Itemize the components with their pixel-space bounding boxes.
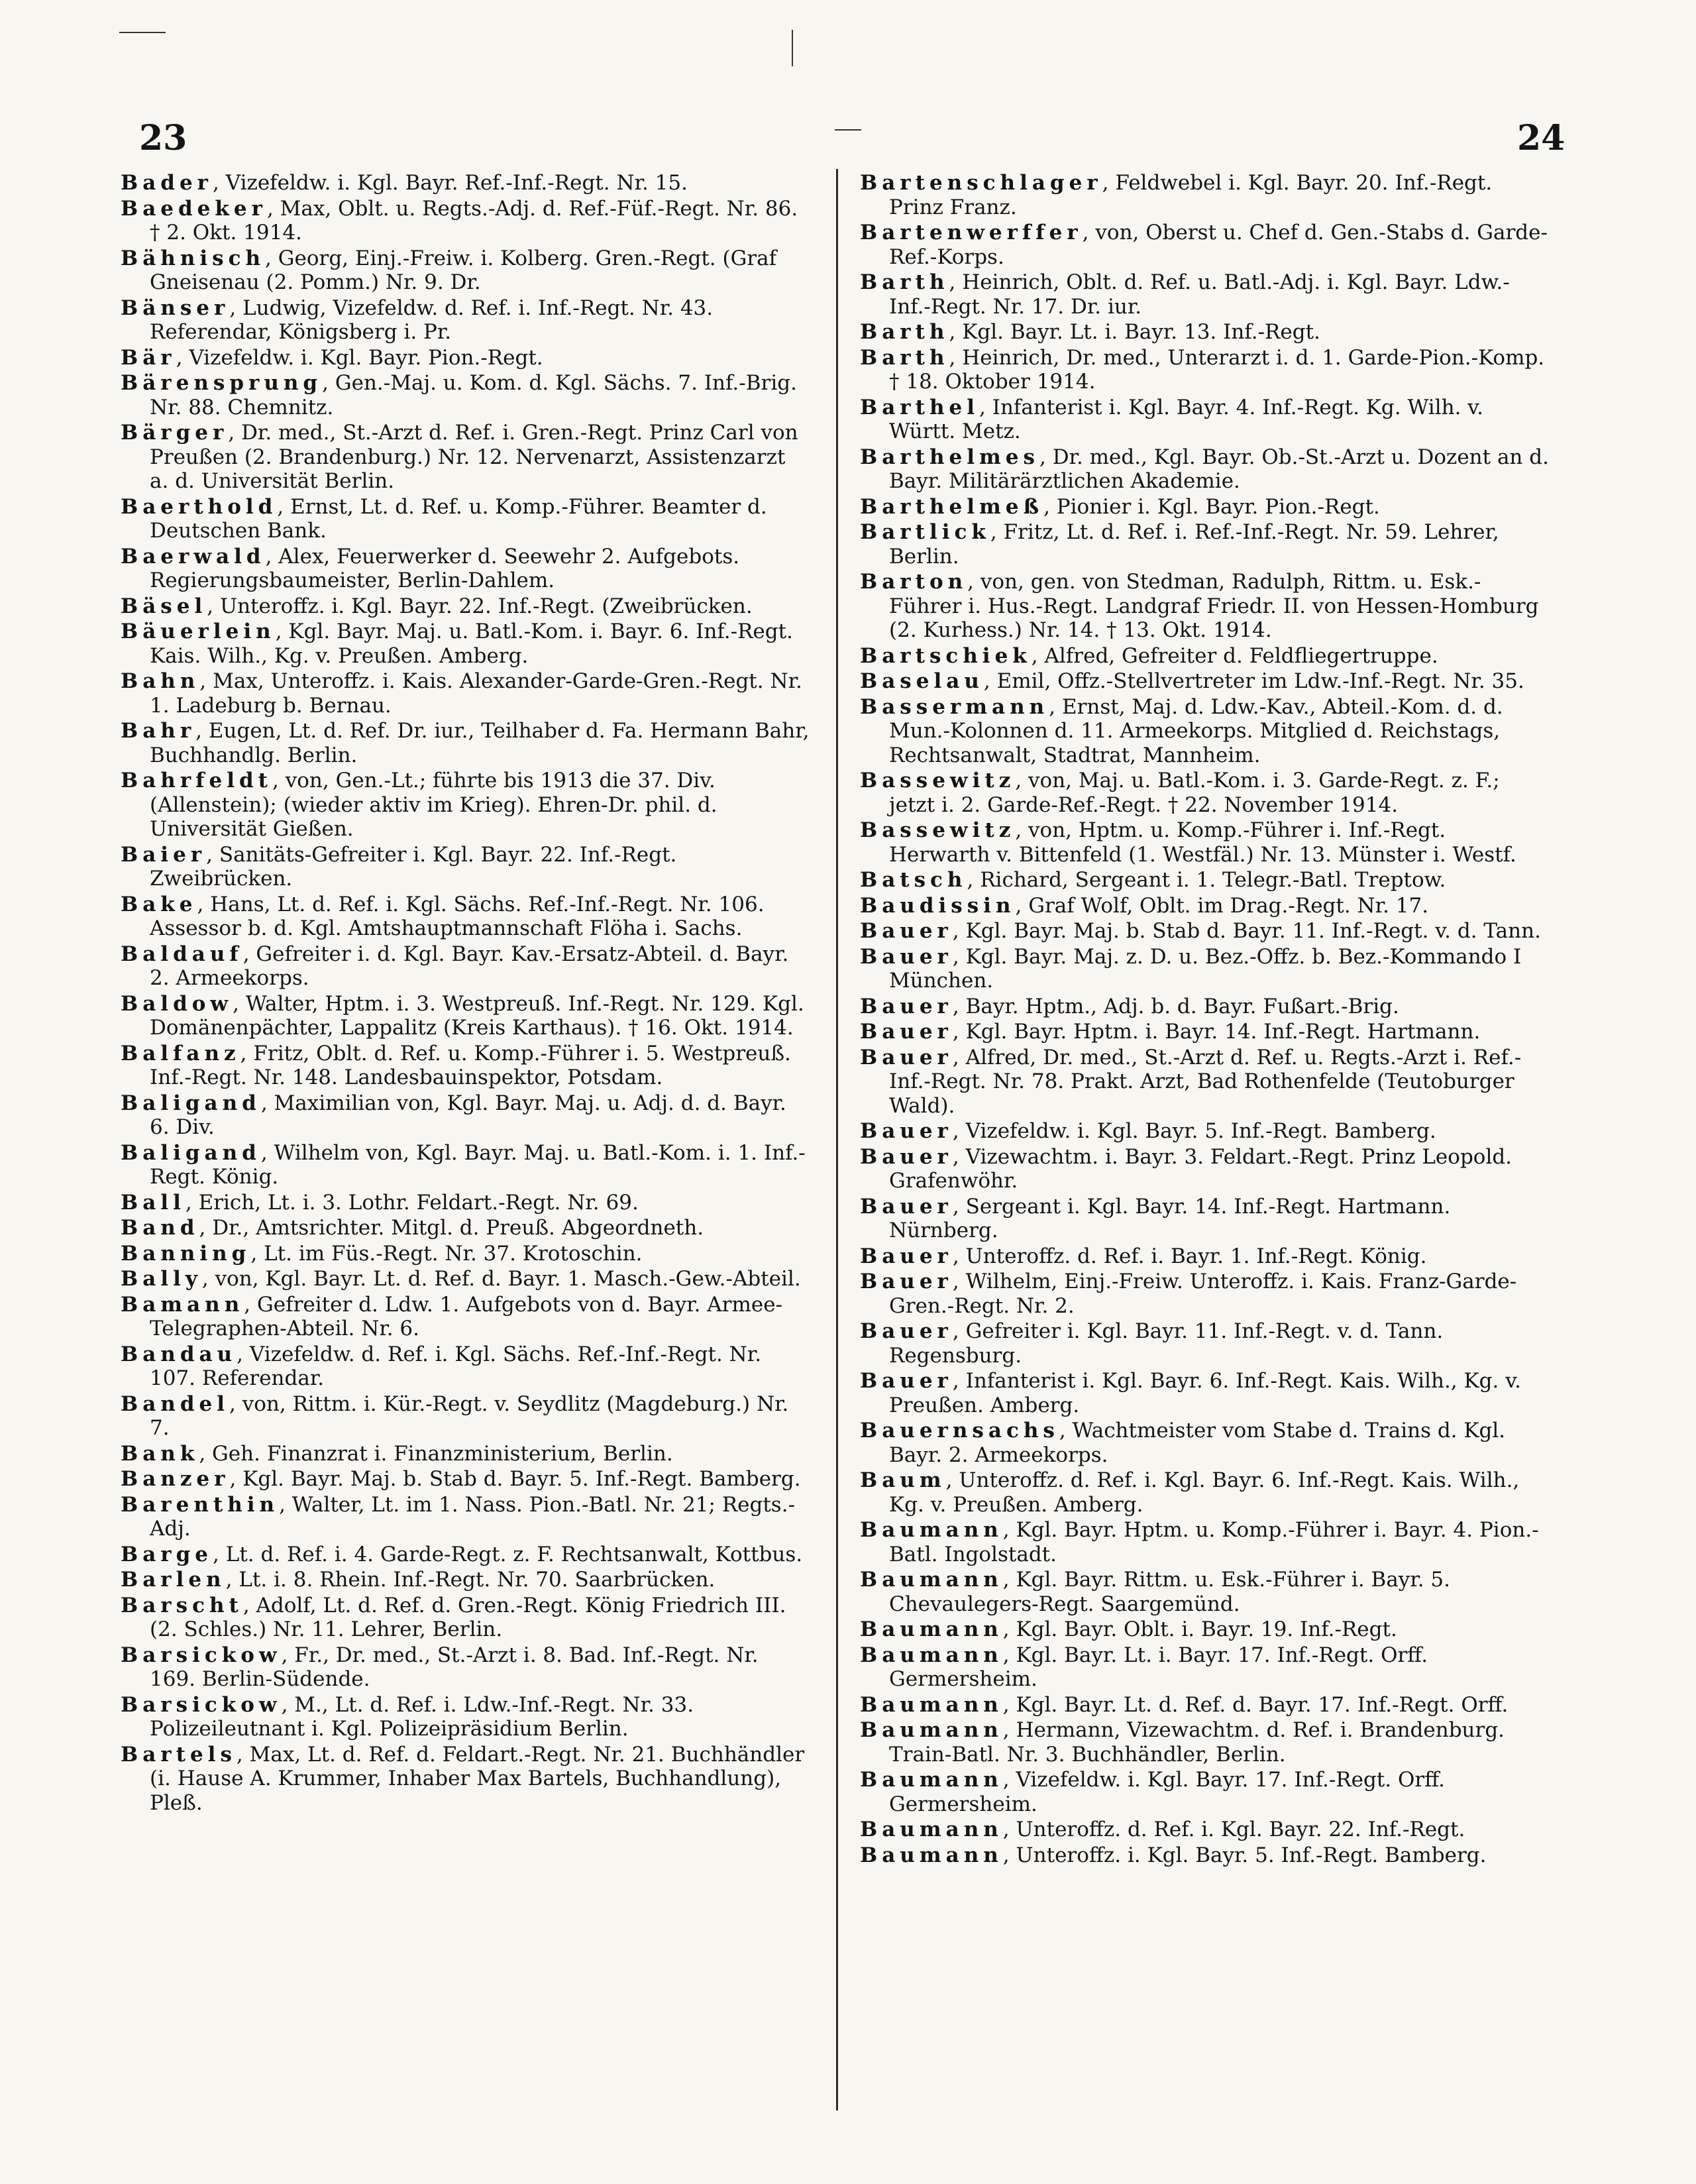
directory-entry: Barsickow, M., Lt. d. Ref. i. Ldw.-Inf.-Regt. Nr. 33. Polizeileutnant i. Kgl. Polizeipräsidium Berlin. bbox=[121, 1692, 694, 1741]
entry-details: Georg, Einj.-Freiw. i. Kolberg. Gren.-Regt. (Graf Gneisenau (2. Pomm.) Nr. 9. Dr. bbox=[150, 246, 777, 294]
entry-surname: Baudissin bbox=[860, 893, 1016, 918]
entry-surname: Baerthold bbox=[121, 494, 278, 519]
entry-surname: Band bbox=[121, 1216, 199, 1240]
entry-surname: Bäsel bbox=[121, 594, 207, 618]
right-column bbox=[860, 171, 1549, 1869]
entry-surname: Bauer bbox=[860, 944, 953, 969]
entry-surname: Bär bbox=[121, 345, 176, 370]
entry-surname: Bahr bbox=[121, 719, 196, 743]
entry-details: von, Hptm. u. Komp.-Führer i. Inf.-Regt. Herwarth v. Bittenfeld (1. Westfäl.) Nr. 13. Münster i. Westf. bbox=[889, 818, 1516, 867]
directory-entry: Baumann, Kgl. Bayr. Rittm. u. Esk.-Führer i. Bayr. 5. Chevaulegers-Regt. Saargemünd. bbox=[860, 1568, 1451, 1616]
directory-entry: Bartschiek, Alfred, Gefreiter d. Feldfliegertruppe. bbox=[860, 643, 1438, 668]
entry-details: Kgl. Bayr. Maj. u. Batl.-Kom. i. Bayr. 6. Inf.-Regt. Kais. Wilh., Kg. v. Preußen. Amberg. bbox=[150, 620, 793, 668]
entry-surname: Barthelmeß bbox=[860, 494, 1044, 519]
entry-details: Pionier i. Kgl. Bayr. Pion.-Regt. bbox=[1056, 494, 1380, 519]
page-number-left: 23 bbox=[139, 118, 187, 158]
entry-details: Fritz, Oblt. d. Ref. u. Komp.-Führer i. 5. Westpreuß. Inf.-Regt. Nr. 148. Landesbauinspektor, Potsdam. bbox=[150, 1041, 791, 1089]
entry-surname: Barge bbox=[121, 1542, 213, 1566]
entry-surname: Barthelmes bbox=[860, 445, 1039, 469]
entry-details: Alfred, Gefreiter d. Feldfliegertruppe. bbox=[1044, 643, 1438, 668]
directory-entry: Bauer, Alfred, Dr. med., St.-Arzt d. Ref. u. Regts.-Arzt i. Ref.-Inf.-Regt. Nr. 78. Prakt. Arzt, Bad Rothenfelde (Teutoburger Wald). bbox=[860, 1045, 1522, 1118]
entry-surname: Baumann bbox=[860, 1518, 1003, 1542]
directory-entry: Bauer, Infanterist i. Kgl. Bayr. 6. Inf.-Regt. Kais. Wilh., Kg. v. Preußen. Amberg. bbox=[860, 1369, 1521, 1417]
entry-surname: Bauer bbox=[860, 994, 953, 1018]
directory-entry: Bartenschlager, Feldwebel i. Kgl. Bayr. 20. Inf.-Regt. Prinz Franz. bbox=[860, 171, 1493, 219]
entry-surname: Barth bbox=[860, 270, 949, 294]
entry-surname: Bauer bbox=[860, 1144, 953, 1169]
entry-details: Kgl. Bayr. Oblt. i. Bayr. 19. Inf.-Regt. bbox=[1016, 1617, 1397, 1641]
directory-entry: Banzer, Kgl. Bayr. Maj. b. Stab d. Bayr. 5. Inf.-Regt. Bamberg. bbox=[121, 1467, 801, 1491]
entry-details: Emil, Offz.-Stellvertreter im Ldw.-Inf.-Regt. Nr. 35. bbox=[996, 669, 1524, 693]
entry-surname: Bake bbox=[121, 892, 197, 916]
entry-surname: Barsickow bbox=[121, 1643, 282, 1667]
directory-entry: Bauer, Kgl. Bayr. Hptm. i. Bayr. 14. Inf.-Regt. Hartmann. bbox=[860, 1020, 1481, 1044]
entry-surname: Baumann bbox=[860, 1768, 1003, 1792]
entry-surname: Balfanz bbox=[121, 1041, 240, 1065]
entry-surname: Bauernsachs bbox=[860, 1419, 1059, 1443]
directory-entry: Bauer, Vizewachtm. i. Bayr. 3. Feldart.-Regt. Prinz Leopold. Grafenwöhr. bbox=[860, 1144, 1512, 1193]
directory-entry: Barth, Heinrich, Oblt. d. Ref. u. Batl.-Adj. i. Kgl. Bayr. Ldw.-Inf.-Regt. Nr. 17. Dr. iur. bbox=[860, 270, 1510, 319]
entry-details: Unteroffz. d. Ref. i. Kgl. Bayr. 22. Inf.-Regt. bbox=[1016, 1818, 1465, 1841]
entry-details: Richard, Sergeant i. 1. Telegr.-Batl. Treptow. bbox=[980, 868, 1446, 892]
entry-surname: Barth bbox=[860, 345, 949, 370]
entry-details: Alfred, Dr. med., St.-Arzt d. Ref. u. Regts.-Arzt i. Ref.-Inf.-Regt. Nr. 78. Prakt. Arzt, Bad Rothenfelde (Teutoburger Wald). bbox=[889, 1045, 1522, 1118]
entry-details: M., Lt. d. Ref. i. Ldw.-Inf.-Regt. Nr. 33. Polizeileutnant i. Kgl. Polizeipräsidium Berlin. bbox=[150, 1692, 694, 1741]
directory-entry: Band, Dr., Amtsrichter. Mitgl. d. Preuß. Abgeordneth. bbox=[121, 1216, 704, 1240]
directory-entry: Barth, Kgl. Bayr. Lt. i. Bayr. 13. Inf.-Regt. bbox=[860, 320, 1320, 344]
entry-surname: Ball bbox=[121, 1190, 186, 1215]
entry-details: Kgl. Bayr. Lt. i. Bayr. 17. Inf.-Regt. Orff. Germersheim. bbox=[889, 1643, 1428, 1691]
entry-surname: Baumann bbox=[860, 1718, 1003, 1742]
entry-surname: Bauer bbox=[860, 1045, 953, 1069]
directory-entry: Bally, von, Kgl. Bayr. Lt. d. Ref. d. Bayr. 1. Masch.-Gew.-Abteil. bbox=[121, 1267, 801, 1291]
directory-entry: Bauer, Kgl. Bayr. Maj. b. Stab d. Bayr. 11. Inf.-Regt. v. d. Tann. bbox=[860, 919, 1541, 943]
directory-entry: Bandel, von, Rittm. i. Kür.-Regt. v. Seydlitz (Magdeburg.) Nr. 7. bbox=[121, 1392, 789, 1440]
directory-entry: Bahrfeldt, von, Gen.-Lt.; führte bis 1913 die 37. Div. (Allenstein); (wieder aktiv im Krieg). Ehren-Dr. phil. d. Universität Gießen. bbox=[121, 769, 717, 841]
entry-surname: Baier bbox=[121, 842, 207, 867]
entry-surname: Bassewitz bbox=[860, 769, 1016, 792]
entry-surname: Barscht bbox=[121, 1593, 243, 1617]
directory-entry: Balfanz, Fritz, Oblt. d. Ref. u. Komp.-Führer i. 5. Westpreuß. Inf.-Regt. Nr. 148. Landesbauinspektor, Potsdam. bbox=[121, 1041, 791, 1089]
entry-details: Alex, Feuerwerker d. Seewehr 2. Aufgebots. Regierungsbaumeister, Berlin-Dahlem. bbox=[150, 544, 740, 592]
entry-surname: Baselau bbox=[860, 669, 984, 693]
entry-surname: Bänser bbox=[121, 296, 230, 320]
entry-surname: Bähnisch bbox=[121, 246, 266, 270]
entry-surname: Barlen bbox=[121, 1568, 226, 1592]
directory-entry: Bauer, Bayr. Hptm., Adj. b. d. Bayr. Fußart.-Brig. bbox=[860, 994, 1399, 1018]
entry-details: Wilhelm, Einj.-Freiw. Unteroffz. i. Kais. Franz-Garde-Gren.-Regt. Nr. 2. bbox=[889, 1270, 1517, 1318]
entry-details: Hermann, Vizewachtm. d. Ref. i. Brandenburg. Train-Batl. Nr. 3. Buchhändler, Berlin. bbox=[889, 1718, 1505, 1767]
entry-details: Max, Lt. d. Ref. d. Feldart.-Regt. Nr. 21. Buchhändler (i. Hause A. Krummer, Inhaber Max Bartels, Buchhandlung), Pleß. bbox=[150, 1742, 805, 1815]
directory-entry: Bauer, Gefreiter i. Kgl. Bayr. 11. Inf.-Regt. v. d. Tann. Regensburg. bbox=[860, 1319, 1444, 1368]
directory-entry: Barscht, Adolf, Lt. d. Ref. d. Gren.-Regt. König Friedrich III. (2. Schles.) Nr. 11. Lehrer, Berlin. bbox=[121, 1593, 786, 1641]
directory-entry: Bauer, Kgl. Bayr. Maj. z. D. u. Bez.-Offz. b. Bez.-Kommando I München. bbox=[860, 944, 1522, 993]
directory-entry: Bahr, Eugen, Lt. d. Ref. Dr. iur., Teilhaber d. Fa. Hermann Bahr, Buchhandlg. Berlin. bbox=[121, 719, 810, 767]
entry-details: Ernst, Maj. d. Ldw.-Kav., Abteil.-Kom. d. d. Mun.-Kolonnen d. 11. Armeekorps. Mitglied d. Reichstags, Rechtsanwalt, Stadtrat, Mannheim. bbox=[889, 694, 1503, 767]
entry-surname: Baumann bbox=[860, 1843, 1003, 1867]
entry-details: Kgl. Bayr. Maj. z. D. u. Bez.-Offz. b. Bez.-Kommando I München. bbox=[889, 944, 1522, 993]
directory-entry: Bader, Vizefeldw. i. Kgl. Bayr. Ref.-Inf.-Regt. Nr. 15. bbox=[121, 171, 688, 195]
directory-entry: Bänser, Ludwig, Vizefeldw. d. Ref. i. Inf.-Regt. Nr. 43. Referendar, Königsberg i. Pr. bbox=[121, 296, 714, 344]
entry-surname: Bauer bbox=[860, 1119, 953, 1143]
entry-details: Graf Wolf, Oblt. im Drag.-Regt. Nr. 17. bbox=[1028, 893, 1429, 918]
entry-details: Wilhelm von, Kgl. Bayr. Maj. u. Batl.-Kom. i. 1. Inf.-Regt. König. bbox=[150, 1140, 806, 1189]
entry-details: von, Gen.-Lt.; führte bis 1913 die 37. Div. (Allenstein); (wieder aktiv im Krieg). Ehren-Dr. phil. d. Universität Gießen. bbox=[150, 769, 717, 841]
directory-entry: Baldauf, Gefreiter i. d. Kgl. Bayr. Kav.-Ersatz-Abteil. d. Bayr. 2. Armeekorps. bbox=[121, 942, 789, 990]
directory-entry: Bahn, Max, Unteroffz. i. Kais. Alexander-Garde-Gren.-Regt. Nr. 1. Ladeburg b. Bernau. bbox=[121, 669, 802, 718]
directory-entry: Bauer, Sergeant i. Kgl. Bayr. 14. Inf.-Regt. Hartmann. Nürnberg. bbox=[860, 1194, 1451, 1242]
scan-mark bbox=[835, 129, 861, 131]
entry-surname: Bassermann bbox=[860, 694, 1049, 719]
entry-surname: Bartschiek bbox=[860, 643, 1032, 668]
entry-details: Max, Unteroffz. i. Kais. Alexander-Garde-Gren.-Regt. Nr. 1. Ladeburg b. Bernau. bbox=[150, 669, 802, 718]
entry-surname: Barton bbox=[860, 570, 968, 594]
entry-details: Walter, Hptm. i. 3. Westpreuß. Inf.-Regt. Nr. 129. Kgl. Domänenpächter, Lappalitz (Kreis Karthaus). † 16. Okt. 1914. bbox=[150, 991, 804, 1040]
entry-surname: Bader bbox=[121, 171, 213, 195]
entry-surname: Baligand bbox=[121, 1140, 261, 1165]
directory-entry: Baier, Sanitäts-Gefreiter i. Kgl. Bayr. 22. Inf.-Regt. Zweibrücken. bbox=[121, 842, 677, 891]
entry-details: Sanitäts-Gefreiter i. Kgl. Bayr. 22. Inf.-Regt. Zweibrücken. bbox=[150, 842, 677, 891]
entry-surname: Baumann bbox=[860, 1818, 1003, 1841]
directory-entry: Bamann, Gefreiter d. Ldw. 1. Aufgebots von d. Bayr. Armee-Telegraphen-Abteil. Nr. 6. bbox=[121, 1292, 783, 1340]
directory-entry: Bartenwerffer, von, Oberst u. Chef d. Gen.-Stabs d. Garde-Ref.-Korps. bbox=[860, 221, 1548, 269]
directory-entry: Bartels, Max, Lt. d. Ref. d. Feldart.-Regt. Nr. 21. Buchhändler (i. Hause A. Krummer, Inhaber Max Bartels, Buchhandlung), Pleß. bbox=[121, 1742, 805, 1815]
directory-entry: Baldow, Walter, Hptm. i. 3. Westpreuß. Inf.-Regt. Nr. 129. Kgl. Domänenpächter, Lappalitz (Kreis Karthaus). † 16. Okt. 1914. bbox=[121, 991, 804, 1040]
entry-surname: Bauer bbox=[860, 1244, 953, 1268]
entry-surname: Baumann bbox=[860, 1568, 1003, 1592]
directory-entry: Bartlick, Fritz, Lt. d. Ref. i. Ref.-Inf.-Regt. Nr. 59. Lehrer, Berlin. bbox=[860, 520, 1499, 569]
entry-details: Vizefeldw. i. Kgl. Bayr. Pion.-Regt. bbox=[189, 345, 543, 370]
entry-details: Infanterist i. Kgl. Bayr. 4. Inf.-Regt. Kg. Wilh. v. Württ. Metz. bbox=[889, 395, 1483, 443]
entry-details: Gefreiter i. Kgl. Bayr. 11. Inf.-Regt. v. d. Tann. Regensburg. bbox=[889, 1319, 1444, 1368]
directory-entry: Bake, Hans, Lt. d. Ref. i. Kgl. Sächs. Ref.-Inf.-Regt. Nr. 106. Assessor b. d. Kgl. Amtshauptmannschaft Flöha i. Sachs. bbox=[121, 892, 765, 940]
column-divider bbox=[836, 169, 838, 2110]
entry-details: Wachtmeister vom Stabe d. Trains d. Kgl. Bayr. 2. Armeekorps. bbox=[889, 1419, 1506, 1467]
entry-surname: Baumann bbox=[860, 1617, 1003, 1641]
entry-details: Unteroffz. i. Kgl. Bayr. 22. Inf.-Regt. (Zweibrücken. bbox=[219, 594, 753, 618]
entry-details: von, gen. von Stedman, Radulph, Rittm. u. Esk.-Führer i. Hus.-Regt. Landgraf Friedr. II. von Hessen-Homburg (2. Kurhess.) Nr. 14. † 13. Okt. 1914. bbox=[889, 570, 1539, 642]
directory-entry: Barenthin, Walter, Lt. im 1. Nass. Pion.-Batl. Nr. 21; Regts.-Adj. bbox=[121, 1492, 796, 1541]
entry-details: Heinrich, Dr. med., Unterarzt i. d. 1. Garde-Pion.-Komp. † 18. Oktober 1914. bbox=[889, 345, 1545, 394]
entry-surname: Bank bbox=[121, 1441, 199, 1466]
directory-entry: Bauer, Vizefeldw. i. Kgl. Bayr. 5. Inf.-Regt. Bamberg. bbox=[860, 1119, 1436, 1143]
entry-surname: Bally bbox=[121, 1267, 202, 1291]
entry-surname: Bartlick bbox=[860, 520, 990, 544]
directory-entry: Barthel, Infanterist i. Kgl. Bayr. 4. Inf.-Regt. Kg. Wilh. v. Württ. Metz. bbox=[860, 395, 1483, 443]
entry-details: Kgl. Bayr. Hptm. u. Komp.-Führer i. Bayr. 4. Pion.-Batl. Ingolstadt. bbox=[889, 1518, 1539, 1566]
entry-surname: Bartenschlager bbox=[860, 171, 1102, 195]
left-column bbox=[121, 171, 810, 1816]
entry-details: Fr., Dr. med., St.-Arzt i. 8. Bad. Inf.-Regt. Nr. 169. Berlin-Südende. bbox=[150, 1643, 759, 1691]
entry-details: Unteroffz. d. Ref. i. Bayr. 1. Inf.-Regt. König. bbox=[965, 1244, 1427, 1268]
entry-surname: Barsickow bbox=[121, 1692, 282, 1717]
entry-surname: Bauer bbox=[860, 1020, 953, 1044]
directory-entry: Baselau, Emil, Offz.-Stellvertreter im Ldw.-Inf.-Regt. Nr. 35. bbox=[860, 669, 1524, 693]
directory-entry: Baumann, Vizefeldw. i. Kgl. Bayr. 17. Inf.-Regt. Orff. Germersheim. bbox=[860, 1768, 1446, 1816]
entry-surname: Banning bbox=[121, 1241, 251, 1266]
entry-surname: Bamann bbox=[121, 1292, 244, 1317]
directory-entry: Bähnisch, Georg, Einj.-Freiw. i. Kolberg. Gren.-Regt. (Graf Gneisenau (2. Pomm.) Nr. 9. Dr. bbox=[121, 246, 777, 294]
directory-entry: Barge, Lt. d. Ref. i. 4. Garde-Regt. z. F. Rechtsanwalt, Kottbus. bbox=[121, 1542, 803, 1566]
entry-details: Vizewachtm. i. Bayr. 3. Feldart.-Regt. Prinz Leopold. Grafenwöhr. bbox=[889, 1144, 1512, 1193]
entry-surname: Batsch bbox=[860, 868, 967, 892]
entry-surname: Bauer bbox=[860, 1270, 953, 1293]
directory-entry: Bank, Geh. Finanzrat i. Finanzministerium, Berlin. bbox=[121, 1441, 673, 1466]
directory-entry: Baligand, Wilhelm von, Kgl. Bayr. Maj. u. Batl.-Kom. i. 1. Inf.-Regt. König. bbox=[121, 1140, 806, 1189]
directory-entry: Baumann, Kgl. Bayr. Oblt. i. Bayr. 19. Inf.-Regt. bbox=[860, 1617, 1397, 1641]
scan-mark bbox=[792, 30, 793, 66]
entry-details: Unteroffz. i. Kgl. Bayr. 5. Inf.-Regt. Bamberg. bbox=[1016, 1843, 1487, 1867]
page-number-right: 24 bbox=[1517, 118, 1565, 158]
entry-details: Lt. d. Ref. i. 4. Garde-Regt. z. F. Rechtsanwalt, Kottbus. bbox=[225, 1542, 803, 1566]
directory-entry: Barthelmes, Dr. med., Kgl. Bayr. Ob.-St.-Arzt u. Dozent an d. Bayr. Militärärztlichen Akademie. bbox=[860, 445, 1549, 493]
directory-entry: Barthelmeß, Pionier i. Kgl. Bayr. Pion.-Regt. bbox=[860, 494, 1380, 519]
entry-details: Sergeant i. Kgl. Bayr. 14. Inf.-Regt. Hartmann. Nürnberg. bbox=[889, 1194, 1451, 1242]
entry-surname: Bäuerlein bbox=[121, 620, 276, 643]
entry-details: Feldwebel i. Kgl. Bayr. 20. Inf.-Regt. Prinz Franz. bbox=[889, 171, 1493, 219]
directory-entry: Baumann, Kgl. Bayr. Lt. d. Ref. d. Bayr. 17. Inf.-Regt. Orff. bbox=[860, 1692, 1509, 1717]
directory-entry: Baedeker, Max, Oblt. u. Regts.-Adj. d. Ref.-Füf.-Regt. Nr. 86. † 2. Okt. 1914. bbox=[121, 196, 798, 245]
entry-details: Vizefeldw. i. Kgl. Bayr. 17. Inf.-Regt. Orff. Germersheim. bbox=[889, 1768, 1446, 1816]
entry-surname: Bahrfeldt bbox=[121, 769, 272, 792]
directory-entry: Baerwald, Alex, Feuerwerker d. Seewehr 2. Aufgebots. Regierungsbaumeister, Berlin-Dahlem. bbox=[121, 544, 740, 592]
entry-surname: Bärensprung bbox=[121, 371, 323, 395]
entry-details: Adolf, Lt. d. Ref. d. Gren.-Regt. König Friedrich III. (2. Schles.) Nr. 11. Lehrer, Berlin. bbox=[150, 1593, 786, 1641]
directory-entry: Baumann, Hermann, Vizewachtm. d. Ref. i. Brandenburg. Train-Batl. Nr. 3. Buchhändler, Berlin. bbox=[860, 1718, 1505, 1767]
directory-entry: Baligand, Maximilian von, Kgl. Bayr. Maj. u. Adj. d. d. Bayr. 6. Div. bbox=[121, 1091, 786, 1139]
entry-surname: Bartels bbox=[121, 1742, 237, 1767]
entry-details: Bayr. Hptm., Adj. b. d. Bayr. Fußart.-Brig. bbox=[965, 994, 1399, 1018]
entry-surname: Baedeker bbox=[121, 196, 267, 221]
directory-entry: Baumann, Kgl. Bayr. Lt. i. Bayr. 17. Inf.-Regt. Orff. Germersheim. bbox=[860, 1643, 1428, 1691]
directory-entry: Baudissin, Graf Wolf, Oblt. im Drag.-Regt. Nr. 17. bbox=[860, 893, 1429, 918]
directory-entry: Barsickow, Fr., Dr. med., St.-Arzt i. 8. Bad. Inf.-Regt. Nr. 169. Berlin-Südende. bbox=[121, 1643, 759, 1691]
entry-details: Fritz, Lt. d. Ref. i. Ref.-Inf.-Regt. Nr. 59. Lehrer, Berlin. bbox=[889, 520, 1499, 569]
directory-entry: Bauernsachs, Wachtmeister vom Stabe d. Trains d. Kgl. Bayr. 2. Armeekorps. bbox=[860, 1419, 1506, 1467]
entry-details: von, Rittm. i. Kür.-Regt. v. Seydlitz (Magdeburg.) Nr. 7. bbox=[150, 1392, 789, 1440]
entry-details: Kgl. Bayr. Lt. i. Bayr. 13. Inf.-Regt. bbox=[962, 320, 1320, 344]
entry-details: Gen.-Maj. u. Kom. d. Kgl. Sächs. 7. Inf.-Brig. Nr. 88. Chemnitz. bbox=[150, 371, 797, 419]
entry-surname: Baldauf bbox=[121, 942, 243, 966]
entry-details: Vizefeldw. i. Kgl. Bayr. 5. Inf.-Regt. Bamberg. bbox=[965, 1119, 1436, 1143]
entry-surname: Bauer bbox=[860, 919, 953, 943]
entry-details: Kgl. Bayr. Rittm. u. Esk.-Führer i. Bayr. 5. Chevaulegers-Regt. Saargemünd. bbox=[889, 1568, 1451, 1616]
directory-entry: Batsch, Richard, Sergeant i. 1. Telegr.-Batl. Treptow. bbox=[860, 868, 1446, 892]
entry-details: Hans, Lt. d. Ref. i. Kgl. Sächs. Ref.-Inf.-Regt. Nr. 106. Assessor b. d. Kgl. Amtshauptmannschaft Flöha i. Sachs. bbox=[150, 892, 765, 940]
entry-surname: Bauer bbox=[860, 1319, 953, 1343]
directory-entry: Baumann, Kgl. Bayr. Hptm. u. Komp.-Führer i. Bayr. 4. Pion.-Batl. Ingolstadt. bbox=[860, 1518, 1539, 1566]
entry-surname: Barenthin bbox=[121, 1492, 280, 1517]
entry-surname: Bauer bbox=[860, 1369, 953, 1393]
directory-entry: Baumann, Unteroffz. d. Ref. i. Kgl. Bayr. 22. Inf.-Regt. bbox=[860, 1818, 1465, 1841]
directory-entry: Baerthold, Ernst, Lt. d. Ref. u. Komp.-Führer. Beamter d. Deutschen Bank. bbox=[121, 494, 767, 543]
entry-details: Kgl. Bayr. Hptm. i. Bayr. 14. Inf.-Regt. Hartmann. bbox=[965, 1020, 1481, 1044]
entry-details: Gefreiter d. Ldw. 1. Aufgebots von d. Bayr. Armee-Telegraphen-Abteil. Nr. 6. bbox=[150, 1292, 783, 1340]
directory-entry: Bäsel, Unteroffz. i. Kgl. Bayr. 22. Inf.-Regt. (Zweibrücken. bbox=[121, 594, 753, 618]
entry-surname: Baldow bbox=[121, 991, 233, 1016]
directory-entry: Bauer, Unteroffz. d. Ref. i. Bayr. 1. Inf.-Regt. König. bbox=[860, 1244, 1427, 1268]
entry-details: Kgl. Bayr. Maj. b. Stab d. Bayr. 11. Inf.-Regt. v. d. Tann. bbox=[965, 919, 1541, 943]
entry-details: Eugen, Lt. d. Ref. Dr. iur., Teilhaber d. Fa. Hermann Bahr, Buchhandlg. Berlin. bbox=[150, 719, 810, 767]
directory-entry: Bandau, Vizefeldw. d. Ref. i. Kgl. Sächs. Ref.-Inf.-Regt. Nr. 107. Referendar. bbox=[121, 1342, 762, 1390]
directory-entry: Baumann, Unteroffz. i. Kgl. Bayr. 5. Inf.-Regt. Bamberg. bbox=[860, 1843, 1487, 1867]
entry-surname: Bandau bbox=[121, 1342, 237, 1366]
entry-surname: Baumann bbox=[860, 1692, 1003, 1717]
scan-mark bbox=[119, 32, 166, 33]
entry-details: Infanterist i. Kgl. Bayr. 6. Inf.-Regt. Kais. Wilh., Kg. v. Preußen. Amberg. bbox=[889, 1369, 1521, 1417]
entry-details: Vizefeldw. d. Ref. i. Kgl. Sächs. Ref.-Inf.-Regt. Nr. 107. Referendar. bbox=[150, 1342, 762, 1390]
directory-entry: Bärensprung, Gen.-Maj. u. Kom. d. Kgl. Sächs. 7. Inf.-Brig. Nr. 88. Chemnitz. bbox=[121, 371, 797, 419]
directory-entry: Bäuerlein, Kgl. Bayr. Maj. u. Batl.-Kom. i. Bayr. 6. Inf.-Regt. Kais. Wilh., Kg. v. Preußen. Amberg. bbox=[121, 620, 793, 668]
entry-details: Walter, Lt. im 1. Nass. Pion.-Batl. Nr. 21; Regts.-Adj. bbox=[150, 1492, 796, 1541]
entry-surname: Bandel bbox=[121, 1392, 230, 1416]
entry-surname: Baum bbox=[860, 1468, 946, 1492]
entry-details: Dr. med., St.-Arzt d. Ref. i. Gren.-Regt. Prinz Carl von Preußen (2. Brandenburg.) Nr. 12. Nervenarzt, Assistenzarzt a. d. Universität Berlin. bbox=[150, 421, 798, 493]
directory-entry: Bauer, Wilhelm, Einj.-Freiw. Unteroffz. i. Kais. Franz-Garde-Gren.-Regt. Nr. 2. bbox=[860, 1270, 1517, 1318]
entry-details: Ludwig, Vizefeldw. d. Ref. i. Inf.-Regt. Nr. 43. Referendar, Königsberg i. Pr. bbox=[150, 296, 714, 344]
entry-details: Erich, Lt. i. 3. Lothr. Feldart.-Regt. Nr. 69. bbox=[198, 1190, 639, 1215]
directory-entry: Bärger, Dr. med., St.-Arzt d. Ref. i. Gren.-Regt. Prinz Carl von Preußen (2. Brandenburg.) Nr. 12. Nervenarzt, Assistenzarzt a. d. Universität Berlin. bbox=[121, 421, 798, 493]
entry-details: Unteroffz. d. Ref. i. Kgl. Bayr. 6. Inf.-Regt. Kais. Wilh., Kg. v. Preußen. Amberg. bbox=[889, 1468, 1520, 1517]
entry-details: von, Maj. u. Batl.-Kom. i. 3. Garde-Regt. z. F.; jetzt i. 2. Garde-Ref.-Regt. † 22. November 1914. bbox=[889, 769, 1500, 817]
entry-surname: Bärger bbox=[121, 421, 229, 445]
entry-surname: Barthel bbox=[860, 395, 979, 419]
entry-surname: Bassewitz bbox=[860, 818, 1016, 842]
directory-entry: Bassermann, Ernst, Maj. d. Ldw.-Kav., Abteil.-Kom. d. d. Mun.-Kolonnen d. 11. Armeekorps. Mitglied d. Reichstags, Rechtsanwalt, Stadtrat, Mannheim. bbox=[860, 694, 1503, 767]
entry-details: Dr. med., Kgl. Bayr. Ob.-St.-Arzt u. Dozent an d. Bayr. Militärärztlichen Akademie. bbox=[889, 445, 1549, 493]
directory-entry: Barton, von, gen. von Stedman, Radulph, Rittm. u. Esk.-Führer i. Hus.-Regt. Landgraf Friedr. II. von Hessen-Homburg (2. Kurhess.) Nr. 14. † 13. Okt. 1914. bbox=[860, 570, 1539, 642]
directory-entry: Banning, Lt. im Füs.-Regt. Nr. 37. Krotoschin. bbox=[121, 1241, 643, 1266]
entry-details: Gefreiter i. d. Kgl. Bayr. Kav.-Ersatz-Abteil. d. Bayr. 2. Armeekorps. bbox=[150, 942, 789, 990]
entry-surname: Baerwald bbox=[121, 544, 266, 569]
directory-entry: Barth, Heinrich, Dr. med., Unterarzt i. d. 1. Garde-Pion.-Komp. † 18. Oktober 1914. bbox=[860, 345, 1545, 394]
entry-surname: Banzer bbox=[121, 1467, 230, 1491]
entry-details: Lt. im Füs.-Regt. Nr. 37. Krotoschin. bbox=[264, 1241, 643, 1266]
directory-entry: Baum, Unteroffz. d. Ref. i. Kgl. Bayr. 6. Inf.-Regt. Kais. Wilh., Kg. v. Preußen. Amberg. bbox=[860, 1468, 1520, 1517]
entry-details: Heinrich, Oblt. d. Ref. u. Batl.-Adj. i. Kgl. Bayr. Ldw.-Inf.-Regt. Nr. 17. Dr. iur. bbox=[889, 270, 1510, 319]
entry-details: Vizefeldw. i. Kgl. Bayr. Ref.-Inf.-Regt. Nr. 15. bbox=[225, 171, 688, 195]
entry-surname: Barth bbox=[860, 320, 949, 344]
entry-details: Kgl. Bayr. Lt. d. Ref. d. Bayr. 17. Inf.-Regt. Orff. bbox=[1016, 1692, 1509, 1717]
entry-surname: Baumann bbox=[860, 1643, 1003, 1667]
directory-entry: Barlen, Lt. i. 8. Rhein. Inf.-Regt. Nr. 70. Saarbrücken. bbox=[121, 1568, 716, 1592]
entry-surname: Bauer bbox=[860, 1194, 953, 1219]
entry-details: Dr., Amtsrichter. Mitgl. d. Preuß. Abgeordneth. bbox=[212, 1216, 704, 1240]
directory-entry: Bassewitz, von, Hptm. u. Komp.-Führer i. Inf.-Regt. Herwarth v. Bittenfeld (1. Westfäl.) Nr. 13. Münster i. Westf. bbox=[860, 818, 1516, 867]
entry-details: von, Kgl. Bayr. Lt. d. Ref. d. Bayr. 1. Masch.-Gew.-Abteil. bbox=[215, 1267, 801, 1291]
entry-details: Max, Oblt. u. Regts.-Adj. d. Ref.-Füf.-Regt. Nr. 86. † 2. Okt. 1914. bbox=[150, 196, 798, 245]
directory-entry: Bär, Vizefeldw. i. Kgl. Bayr. Pion.-Regt. bbox=[121, 345, 543, 370]
entry-details: Geh. Finanzrat i. Finanzministerium, Berlin. bbox=[212, 1441, 673, 1466]
entry-surname: Bartenwerffer bbox=[860, 221, 1083, 245]
entry-details: Maximilian von, Kgl. Bayr. Maj. u. Adj. d. d. Bayr. 6. Div. bbox=[150, 1091, 786, 1139]
directory-entry: Ball, Erich, Lt. i. 3. Lothr. Feldart.-Regt. Nr. 69. bbox=[121, 1190, 639, 1215]
entry-details: Kgl. Bayr. Maj. b. Stab d. Bayr. 5. Inf.-Regt. Bamberg. bbox=[242, 1467, 801, 1491]
entry-details: Lt. i. 8. Rhein. Inf.-Regt. Nr. 70. Saarbrücken. bbox=[238, 1568, 716, 1592]
entry-surname: Baligand bbox=[121, 1091, 261, 1115]
entry-details: von, Oberst u. Chef d. Gen.-Stabs d. Garde-Ref.-Korps. bbox=[889, 221, 1548, 269]
directory-entry: Bassewitz, von, Maj. u. Batl.-Kom. i. 3. Garde-Regt. z. F.; jetzt i. 2. Garde-Ref.-Regt. † 22. November 1914. bbox=[860, 769, 1500, 817]
entry-details: Ernst, Lt. d. Ref. u. Komp.-Führer. Beamter d. Deutschen Bank. bbox=[150, 494, 767, 543]
entry-surname: Bahn bbox=[121, 669, 200, 693]
